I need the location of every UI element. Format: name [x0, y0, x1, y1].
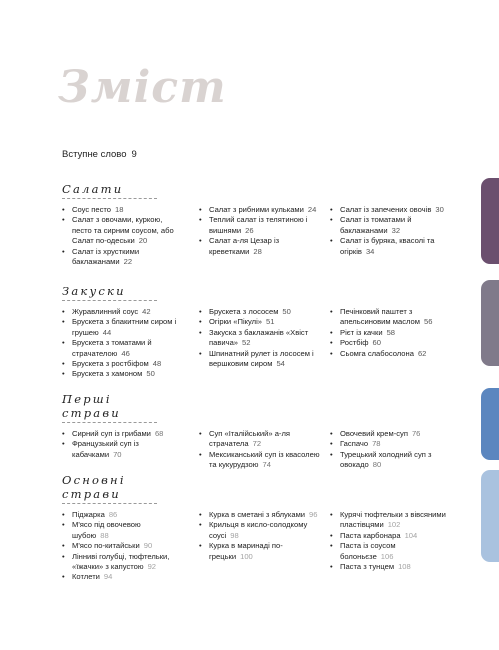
- entry-page-number: 80: [372, 460, 382, 470]
- bullet-icon: •: [62, 338, 65, 348]
- entry-page-number: 51: [266, 317, 275, 327]
- entry-page-number: 102: [387, 520, 401, 530]
- column: [199, 510, 323, 562]
- intro-page-number: 9: [131, 149, 137, 160]
- bullet-icon: •: [62, 429, 65, 438]
- entry-label: Брускета з блакитним сиром і грушею: [72, 317, 177, 337]
- column: [62, 510, 177, 583]
- section-first-courses: [62, 392, 442, 470]
- entry-page-number: 94: [103, 572, 113, 582]
- toc-entry[interactable]: [199, 215, 323, 236]
- bullet-icon: •: [62, 541, 65, 551]
- intro-label: Вступне слово: [62, 149, 127, 160]
- toc-entry[interactable]: [62, 429, 177, 439]
- entry-page-number: 60: [372, 338, 381, 348]
- page-title: Зміст: [58, 62, 227, 113]
- entry-page-number: 54: [276, 359, 285, 369]
- entry-page-number: 106: [380, 551, 394, 561]
- entry-label: М'ясо по-китайськи: [72, 541, 140, 551]
- toc-entry[interactable]: [62, 520, 177, 541]
- entry-label: Ростбіф: [340, 338, 369, 348]
- entry-label: Салат а-ля Цезар із креветками: [209, 236, 280, 256]
- bullet-icon: •: [199, 429, 202, 438]
- bullet-icon: •: [330, 429, 333, 438]
- entry-page-number: 26: [245, 225, 254, 235]
- entry-page-number: 28: [253, 246, 262, 256]
- bullet-icon: •: [330, 307, 333, 316]
- toc-entry[interactable]: [62, 369, 177, 379]
- column: [330, 205, 448, 257]
- bullet-icon: •: [330, 338, 333, 348]
- column: [199, 429, 323, 471]
- entry-label: Салат із буряка, квасолі та огірків: [340, 236, 435, 256]
- entry-label: Брускета з хамоном: [72, 369, 143, 379]
- bullet-icon: •: [199, 520, 202, 530]
- bullet-icon: •: [330, 348, 333, 358]
- bullet-icon: •: [199, 307, 202, 316]
- entry-label: Суп «Італійський» а-ля страчатела: [209, 429, 290, 449]
- entry-page-number: 96: [309, 510, 318, 519]
- toc-entry[interactable]: [199, 541, 323, 562]
- toc-entry[interactable]: [199, 520, 323, 541]
- entry-label: Шпинатний рулет із лососем і вершковим сиром: [209, 348, 314, 369]
- toc-entry[interactable]: [330, 349, 448, 359]
- entry-page-number: 48: [152, 359, 162, 369]
- intro-entry[interactable]: [62, 149, 137, 160]
- entry-label: Рієт із качки: [340, 327, 383, 337]
- toc-entry[interactable]: [330, 510, 448, 531]
- entry-page-number: 50: [146, 369, 155, 379]
- toc-entry[interactable]: [330, 236, 448, 257]
- bullet-icon: •: [330, 439, 333, 449]
- section-heading: Салати: [62, 182, 157, 199]
- toc-entry[interactable]: [330, 429, 448, 439]
- toc-entry[interactable]: [330, 328, 448, 338]
- column: [199, 205, 323, 257]
- entry-label: Паста із соусом болоньєзе: [340, 541, 396, 561]
- entry-page-number: 90: [143, 541, 153, 551]
- section-main-courses: [62, 473, 446, 582]
- entry-page-number: 46: [121, 348, 130, 358]
- entry-label: Паста карбонара: [340, 530, 401, 540]
- section-salads: [62, 182, 444, 267]
- section-tab-salads[interactable]: [481, 178, 499, 264]
- entry-page-number: 34: [365, 246, 375, 256]
- toc-entry[interactable]: [62, 215, 177, 246]
- entry-label: Брускета з лососем: [209, 307, 279, 316]
- entry-page-number: 70: [113, 449, 122, 459]
- bullet-icon: •: [62, 205, 65, 214]
- bullet-icon: •: [62, 307, 65, 316]
- entry-label: Брускета з томатами й страчателою: [72, 338, 152, 358]
- entry-page-number: 42: [142, 307, 151, 316]
- toc-entry[interactable]: [62, 439, 177, 460]
- entry-label: Крильця в кисло-солодкому соусі: [209, 520, 308, 540]
- bullet-icon: •: [62, 359, 65, 369]
- toc-entry[interactable]: [330, 338, 448, 348]
- entry-page-number: 74: [262, 460, 271, 470]
- entry-label: Брускета з ростбіфом: [72, 359, 149, 369]
- bullet-icon: •: [330, 205, 333, 214]
- bullet-icon: •: [199, 510, 202, 519]
- section-tab-first-courses[interactable]: [481, 388, 499, 460]
- toc-entry[interactable]: [62, 247, 177, 268]
- toc-entry[interactable]: [62, 338, 177, 359]
- bullet-icon: •: [199, 327, 202, 337]
- bullet-icon: •: [62, 215, 65, 225]
- bullet-icon: •: [62, 510, 65, 519]
- bullet-icon: •: [199, 317, 202, 327]
- entry-page-number: 62: [417, 348, 427, 358]
- entry-page-number: 68: [154, 429, 164, 438]
- toc-entry[interactable]: [330, 215, 448, 236]
- bullet-icon: •: [62, 246, 65, 256]
- entry-page-number: 24: [307, 205, 317, 214]
- toc-entry[interactable]: [199, 317, 323, 327]
- entry-label: Салат із томатами й баклажанами: [340, 215, 412, 235]
- entry-page-number: 72: [252, 439, 262, 449]
- bullet-icon: •: [62, 439, 65, 449]
- entry-label: Салат із хрусткими баклажанами: [72, 246, 140, 267]
- bullet-icon: •: [199, 449, 202, 459]
- entry-label: Турецький холодний суп з овокадо: [340, 449, 432, 470]
- entry-label: Салат із запечених овочів: [340, 205, 432, 214]
- toc-entry[interactable]: [330, 205, 448, 215]
- entry-page-number: 100: [240, 551, 253, 561]
- section-appetizers: [62, 284, 442, 379]
- toc-entry[interactable]: [199, 450, 323, 471]
- bullet-icon: •: [199, 236, 202, 246]
- toc-entry[interactable]: [330, 450, 448, 471]
- bullet-icon: •: [330, 236, 333, 246]
- entry-label: Печінковий паштет з апельсиновим маслом: [340, 307, 420, 327]
- entry-label: Курка в маринаді по-грецьки: [209, 541, 283, 561]
- entry-label: Гаспачо: [340, 439, 369, 449]
- toc-entry[interactable]: [62, 317, 177, 338]
- entry-label: Закуска з баклажанів «Хвіст павича»: [209, 327, 309, 348]
- entry-label: Мексиканський суп із квасолею та кукурудзою: [209, 449, 320, 470]
- column: [330, 307, 448, 359]
- entry-page-number: 44: [102, 327, 112, 337]
- entry-label: Овочевий крем-суп: [340, 429, 408, 438]
- section-tab-appetizers[interactable]: [481, 280, 499, 366]
- entry-label: М'ясо під овочевою шубою: [72, 520, 141, 540]
- toc-entry[interactable]: [330, 307, 448, 328]
- toc-entry[interactable]: [199, 510, 323, 520]
- entry-label: Курка в сметані з яблуками: [209, 510, 306, 519]
- entry-page-number: 76: [411, 429, 421, 438]
- entry-label: Курячі тюфтельки з вівсяними пластівцями: [340, 510, 446, 530]
- section-heading: Закуски: [62, 284, 157, 301]
- entry-page-number: 32: [391, 225, 401, 235]
- bullet-icon: •: [62, 369, 65, 379]
- toc-entry[interactable]: [62, 205, 177, 215]
- bullet-icon: •: [62, 317, 65, 327]
- bullet-icon: •: [330, 530, 333, 540]
- column: [330, 510, 448, 572]
- bullet-icon: •: [330, 562, 333, 572]
- column: [62, 307, 177, 380]
- entry-page-number: 88: [100, 530, 109, 540]
- bullet-icon: •: [330, 510, 333, 519]
- entry-page-number: 108: [398, 562, 411, 572]
- column: [62, 429, 177, 460]
- section-tab-main-courses[interactable]: [481, 470, 499, 562]
- bullet-icon: •: [62, 551, 65, 561]
- entry-page-number: 78: [372, 439, 381, 449]
- entry-page-number: 104: [404, 530, 418, 540]
- bullet-icon: •: [330, 449, 333, 459]
- bullet-icon: •: [330, 541, 333, 551]
- toc-entry[interactable]: [62, 552, 177, 573]
- entry-page-number: 58: [386, 327, 396, 337]
- section-heading: Основні страви: [62, 473, 157, 504]
- entry-label: Котлети: [72, 572, 100, 582]
- bullet-icon: •: [62, 572, 65, 582]
- entry-page-number: 30: [435, 205, 444, 214]
- entry-label: Огірки «Пікулі»: [209, 317, 263, 327]
- entry-page-number: 20: [138, 236, 148, 246]
- bullet-icon: •: [330, 327, 333, 337]
- toc-entry[interactable]: [330, 531, 448, 541]
- entry-label: Сирний суп із грибами: [72, 429, 151, 438]
- entry-page-number: 92: [147, 562, 157, 572]
- section-heading: Перші страви: [62, 392, 157, 423]
- toc-entry[interactable]: [330, 439, 448, 449]
- toc-entry[interactable]: [199, 349, 323, 370]
- entry-page-number: 18: [115, 205, 124, 214]
- toc-entry[interactable]: [62, 572, 177, 582]
- entry-page-number: 98: [230, 530, 239, 540]
- toc-entry[interactable]: [199, 307, 323, 317]
- toc-entry[interactable]: [199, 205, 323, 215]
- column: [199, 307, 323, 369]
- entry-page-number: 50: [282, 307, 291, 316]
- entry-page-number: 86: [108, 510, 118, 519]
- toc-entry[interactable]: [62, 541, 177, 551]
- column: [330, 429, 448, 471]
- entry-label: Теплий салат із телятиною і вишнями: [209, 215, 308, 235]
- entry-label: Лінниві голубці, тюфтельки, «їжачки» з капустою: [72, 551, 170, 572]
- entry-page-number: 52: [242, 338, 251, 348]
- entry-label: Салат з рибними кульками: [209, 205, 304, 214]
- entry-label: Французький суп із кабачками: [72, 439, 139, 459]
- toc-entry[interactable]: [199, 328, 323, 349]
- bullet-icon: •: [199, 541, 202, 551]
- toc-entry[interactable]: [62, 359, 177, 369]
- entry-label: Журавлинний соус: [72, 307, 139, 316]
- bullet-icon: •: [199, 205, 202, 214]
- bullet-icon: •: [199, 348, 202, 358]
- entry-page-number: 56: [423, 317, 433, 327]
- bullet-icon: •: [330, 215, 333, 225]
- entry-label: Салат з овочами, куркою, песто та сирним соусом, або Салат по-одеськи: [72, 215, 174, 246]
- bullet-icon: •: [62, 520, 65, 530]
- entry-label: Піджарка: [72, 510, 105, 519]
- toc-entry[interactable]: [199, 429, 323, 450]
- entry-label: Сьомга слабосолона: [340, 348, 414, 358]
- entry-page-number: 22: [123, 257, 133, 267]
- entry-label: Паста з тунцем: [340, 562, 395, 572]
- entry-label: Соус песто: [72, 205, 111, 214]
- toc-entry[interactable]: [330, 541, 448, 562]
- toc-entry[interactable]: [199, 236, 323, 257]
- bullet-icon: •: [199, 215, 202, 225]
- toc-entry[interactable]: [62, 510, 177, 520]
- column: [62, 205, 177, 267]
- toc-entry[interactable]: [62, 307, 177, 317]
- toc-entry[interactable]: [330, 562, 448, 572]
